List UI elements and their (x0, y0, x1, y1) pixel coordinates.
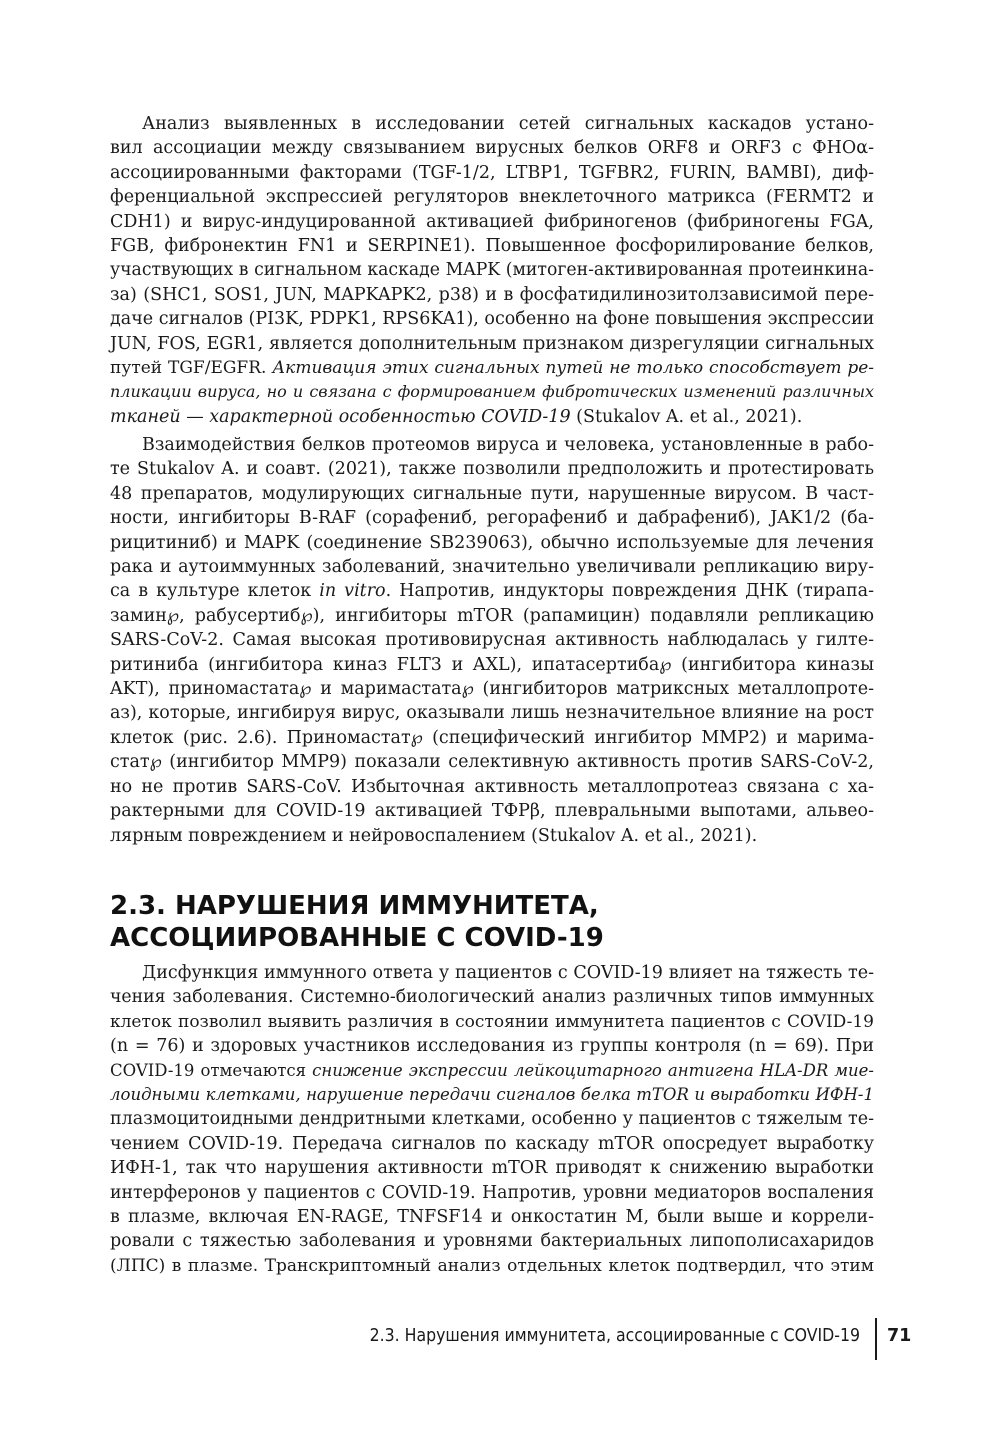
text-line (110, 555, 874, 579)
text-run: интерферонов у пациентов с COVID-19. Напротив, уровни медиаторов воспаления (110, 1182, 874, 1203)
text-run: ности, ингибиторы B-RAF (сорафениб, регорафениб и дабрафениб), JAK1/2 (ба- (110, 508, 874, 529)
text-run: (n = 76) и здоровых участников исследования из группы контроля (n = 69). При (110, 1036, 874, 1057)
paragraph-2 (110, 433, 874, 848)
section-heading-line-2: АССОЦИИРОВАННЫЕ С COVID-19 (110, 923, 604, 953)
text-line (110, 985, 874, 1009)
text-run: клеток (рис. 2.6). Приномастат℘ (специфический ингибитор MMP2) и марима- (110, 727, 874, 748)
text-run: COVID-19 отмечаются (110, 1060, 313, 1080)
text-line (110, 482, 874, 506)
text-line (110, 136, 874, 160)
text-run: чением COVID-19. Передача сигналов по каскаду mTOR опосредует выработку (110, 1133, 874, 1154)
text-run: но не против SARS-CoV. Избыточная активность металлопротеаз связана с ха- (110, 776, 874, 797)
text-line (110, 1205, 874, 1229)
text-line (110, 579, 874, 603)
section-heading (110, 890, 874, 954)
italic-run: снижение экспрессии лейкоцитарного антигена HLA-DR мие- (312, 1060, 874, 1080)
text-line (110, 799, 874, 823)
text-run: аз), которые, ингибируя вирус, оказывали лишь незначительное влияние на рост (110, 703, 874, 724)
text-line (110, 677, 874, 701)
paragraph-3 (110, 961, 874, 1278)
paragraph-text (110, 112, 874, 429)
text-line (110, 1059, 874, 1083)
italic-run: Активация этих сигнальных путей не только способствует ре- (272, 358, 875, 379)
text-run: ИФН-1, так что нарушения активности mTOR приводят к снижению выработки (110, 1158, 874, 1179)
text-run: CDH1) и вирус-индуцированной активацией фибриногенов (фибриногены FGA, (110, 211, 874, 232)
text-line (110, 628, 874, 652)
text-line (110, 775, 874, 799)
italic-run: in vitro (319, 581, 386, 602)
text-line (110, 380, 874, 404)
text-line (110, 1107, 874, 1131)
text-line (110, 506, 874, 530)
text-line (110, 604, 874, 628)
text-line (110, 307, 874, 331)
text-run: (Stukalov A. et al., 2021). (570, 406, 803, 427)
text-run: Взаимодействия белков протеомов вируса и человека, установленные в рабо- (142, 435, 874, 455)
text-line (110, 1156, 874, 1180)
text-line (110, 234, 874, 258)
text-run: SARS-CoV-2. Самая высокая противовирусная активность наблюдалась у гилте- (110, 630, 874, 651)
text-line (110, 112, 874, 136)
text-line (110, 185, 874, 209)
text-run: в плазме, включая EN-RAGE, TNFSF14 и онкостатин M, были выше и коррели- (110, 1207, 874, 1228)
text-run: рака и аутоиммунных заболеваний, значительно увеличивали репликацию виру- (110, 557, 874, 578)
text-run: стат℘ (ингибитор MMP9) показали селективную активность против SARS-CoV-2, (110, 752, 874, 773)
text-run: Дисфункция иммунного ответа у пациентов с COVID-19 влияет на тяжесть те- (142, 963, 874, 983)
text-line (110, 332, 874, 356)
paragraph-text (110, 961, 874, 1278)
text-run: ассоциированными факторами (TGF-1/2, LTBP1, TGFBR2, FURIN, BAMBI), диф- (110, 162, 874, 183)
text-line (110, 433, 874, 457)
text-run: 48 препаратов, модулирующих сигнальные пути, нарушенные вирусом. В част- (110, 483, 874, 504)
running-title: 2.3. Нарушения иммунитета, ассоциированные с COVID-19 (369, 1326, 860, 1346)
italic-run: лоидными клетками, нарушение передачи сигналов белка mTOR и выработки ИФН-1 (110, 1085, 874, 1105)
text-run: участвующих в сигнальном каскаде MAPK (митоген-активированная протеинкина- (110, 260, 874, 281)
text-run: AKT), приномастата℘ и маримастата℘ (ингибиторов матриксных металлопроте- (110, 679, 874, 700)
text-run: Анализ выявленных в исследовании сетей сигнальных каскадов устано- (142, 114, 874, 134)
text-run: рицитиниб) и MAPK (соединение SB239063), обычно используемые для лечения (110, 532, 874, 553)
text-line (110, 531, 874, 555)
text-run: . Напротив, индукторы повреждения ДНК (тирапа- (385, 581, 875, 602)
text-line (110, 750, 874, 774)
section-heading-line-1: 2.3. НАРУШЕНИЯ ИММУНИТЕТА, (110, 891, 599, 921)
text-line (110, 726, 874, 750)
text-line (110, 1010, 874, 1034)
text-run: (ЛПС) в плазме. Транскриптомный анализ отдельных клеток подтвердил, что этим (110, 1255, 874, 1276)
text-run: клеток позволил выявить различия в состоянии иммунитета пациентов с COVID-19 (110, 1011, 874, 1032)
text-line (110, 961, 874, 985)
text-line (110, 405, 874, 429)
italic-run: пликации вируса, но и связана с формированием фибротических изменений различных (110, 382, 874, 402)
text-run: FGB, фибронектин FN1 и SERPINE1). Повышенное фосфорилирование белков, (110, 236, 874, 257)
text-line (110, 356, 874, 380)
text-line (110, 1254, 874, 1278)
text-line (110, 457, 874, 481)
page-number: 71 (887, 1326, 912, 1346)
text-run: ровали с тяжестью заболевания и уровнями бактериальных липополисахаридов (110, 1231, 874, 1252)
text-run: замин℘, рабусертиб℘), ингибиторы mTOR (рапамицин) подавляли репликацию (110, 605, 874, 626)
text-line (110, 1132, 874, 1156)
text-line (110, 210, 874, 234)
text-run: са в культуре клеток (110, 581, 320, 602)
text-run: за) (SHC1, SOS1, JUN, MAPKAPK2, p38) и в фосфатидилинозитолзависимой пере- (110, 284, 874, 305)
italic-run: тканей — характерной особенностью COVID-19 (110, 406, 571, 427)
text-line (110, 258, 874, 282)
text-line (110, 653, 874, 677)
text-line (110, 1034, 874, 1058)
text-run: те Stukalov A. и соавт. (2021), также позволили предположить и протестировать (110, 459, 874, 480)
text-line (110, 1181, 874, 1205)
text-line (110, 161, 874, 185)
page-footer (0, 1318, 1000, 1362)
text-run: лярным повреждением и нейровоспалением (Stukalov A. et al., 2021). (110, 825, 758, 846)
text-run: даче сигналов (PI3K, PDPK1, RPS6KA1), особенно на фоне повышения экспрессии (110, 309, 875, 330)
text-run: плазмоцитоидными дендритными клетками, особенно у пациентов с тяжелым те- (110, 1109, 874, 1130)
footer-divider (875, 1318, 877, 1360)
text-run: вил ассоциации между связыванием вирусных белков ORF8 и ORF3 с ФНОα- (110, 138, 874, 159)
paragraph-1 (110, 112, 874, 429)
text-line (110, 701, 874, 725)
text-run: путей TGF/EGFR. (110, 358, 273, 379)
text-run: JUN, FOS, EGR1, является дополнительным признаком дизрегуляции сигнальных (110, 333, 874, 354)
paragraph-text (110, 433, 874, 848)
text-run: ритиниба (ингибитора киназ FLT3 и AXL), ипатасертиба℘ (ингибитора киназы (110, 654, 874, 675)
text-line (110, 1083, 874, 1107)
text-run: ференциальной экспрессией регуляторов внеклеточного матрикса (FERMT2 и (110, 187, 874, 208)
text-run: рактерными для COVID-19 активацией ТФРβ, плевральными выпотами, альвео- (110, 801, 874, 822)
text-line (110, 824, 874, 848)
text-run: чения заболевания. Системно-биологический анализ различных типов иммунных (110, 987, 874, 1008)
text-line (110, 1229, 874, 1253)
text-line (110, 283, 874, 307)
